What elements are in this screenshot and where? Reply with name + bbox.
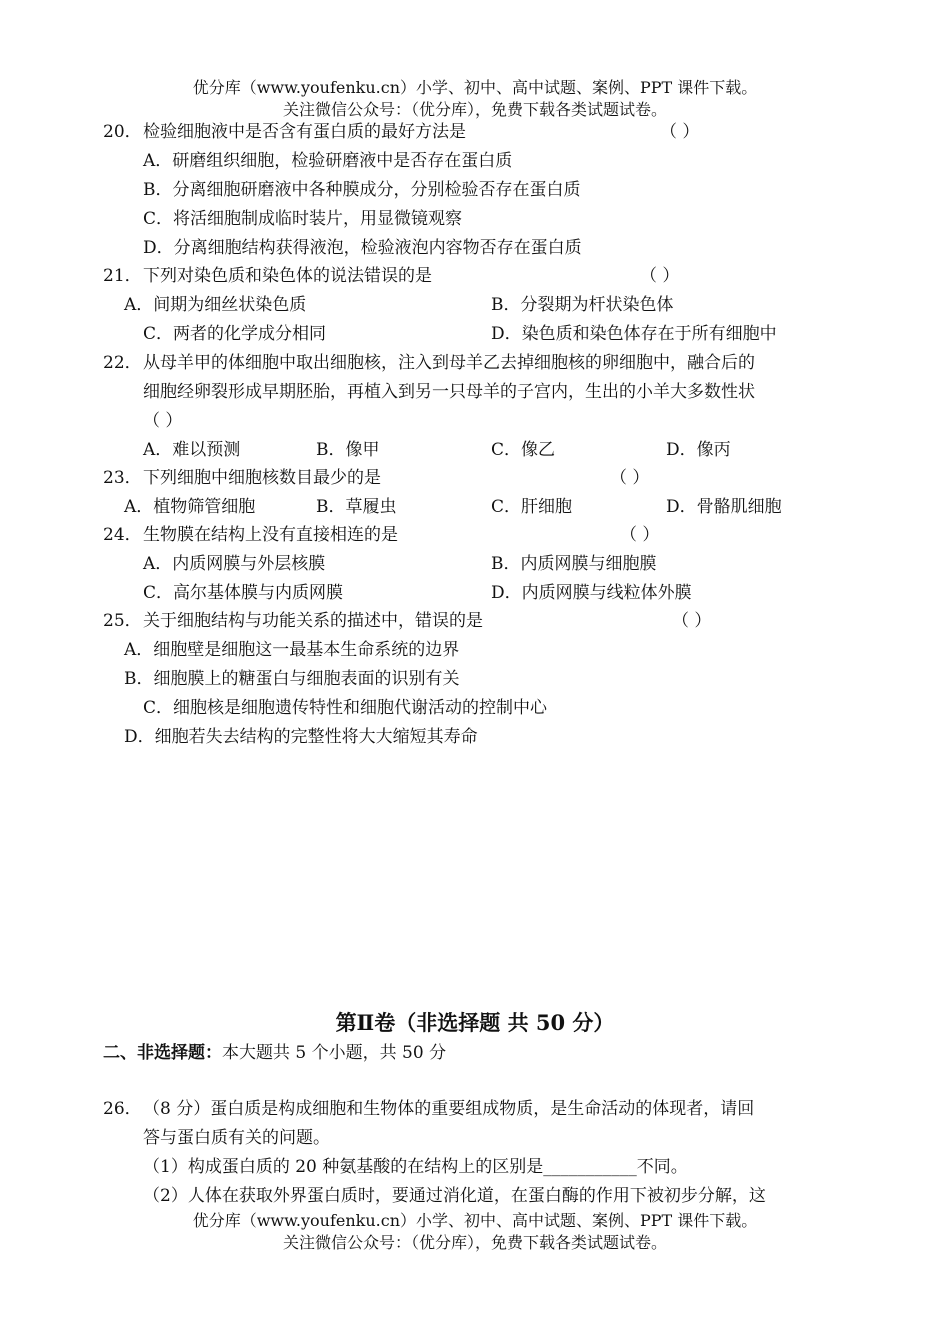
q26-subquestion-2: （2）人体在获取外界蛋白质时，要通过消化道，在蛋白酶的作用下被初步分解，这: [143, 1186, 766, 1206]
q26-subquestion-1: （1）构成蛋白质的 20 种氨基酸的在结构上的区别是___________不同。: [143, 1157, 688, 1177]
q20-option-a: A．研磨组织细胞，检验研磨液中是否存在蛋白质: [143, 151, 513, 171]
section-heading: [103, 1041, 446, 1065]
question-20-stem: [103, 120, 466, 144]
footer-line-2: 关注微信公众号：（优分库），免费下载各类试题试卷。: [282, 1233, 667, 1252]
question-text: 下列对染色质和染色体的说法错误的是: [143, 266, 432, 286]
q24-option-d: D．内质网膜与线粒体外膜: [491, 583, 692, 603]
question-number: 22．: [103, 353, 142, 373]
header-line-1: 优分库（www.youfenku.cn）小学、初中、高中试题、案例、PPT 课件下载。: [192, 78, 758, 97]
q23-option-d: D．骨骼肌细胞: [666, 497, 782, 517]
question-text: 检验细胞液中是否含有蛋白质的最好方法是: [143, 122, 466, 142]
question-26-stem-cont: 答与蛋白质有关的问题。: [143, 1128, 330, 1148]
q21-option-c: C．两者的化学成分相同: [143, 324, 327, 344]
question-number: 26．: [103, 1099, 142, 1119]
q21-option-a: A．间期为细丝状染色质: [124, 295, 307, 315]
answer-bracket: （ ）: [640, 266, 680, 286]
question-number: 24．: [103, 525, 142, 545]
question-text: 关于细胞结构与功能关系的描述中，错误的是: [143, 611, 483, 631]
q24-option-b: B．内质网膜与细胞膜: [491, 554, 657, 574]
q20-option-d: D．分离细胞结构获得液泡，检验液泡内容物否存在蛋白质: [143, 238, 582, 258]
question-24-stem: [103, 523, 398, 547]
q20-option-c: C．将活细胞制成临时装片，用显微镜观察: [143, 209, 463, 229]
q25-option-b: B．细胞膜上的糖蛋白与细胞表面的识别有关: [124, 669, 460, 689]
section-description: 本大题共 5 个小题，共 50 分: [222, 1043, 447, 1063]
q22-option-c: C．像乙: [491, 440, 556, 460]
answer-bracket: （ ）: [610, 468, 650, 488]
q22-option-b: B．像甲: [316, 440, 380, 460]
question-number: 20．: [103, 122, 142, 142]
question-23-stem: [103, 466, 381, 490]
answer-bracket: （ ）: [672, 611, 712, 631]
q21-option-d: D．染色质和染色体存在于所有细胞中: [491, 324, 777, 344]
q23-option-a: A．植物筛管细胞: [124, 497, 256, 517]
question-text: 从母羊甲的体细胞中取出细胞核，注入到母羊乙去掉细胞核的卵细胞中，融合后的: [143, 353, 755, 373]
footer-line-1: 优分库（www.youfenku.cn）小学、初中、高中试题、案例、PPT 课件下载。: [192, 1211, 758, 1230]
q22-option-a: A．难以预测: [143, 440, 241, 460]
q25-option-a: A．细胞壁是细胞这一最基本生命系统的边界: [124, 640, 460, 660]
answer-bracket: （ ）: [143, 411, 183, 431]
q23-option-b: B．草履虫: [316, 497, 397, 517]
answer-bracket: （ ）: [660, 122, 700, 142]
q24-option-a: A．内质网膜与外层核膜: [143, 554, 326, 574]
header-line-2: 关注微信公众号：（优分库），免费下载各类试题试卷。: [282, 100, 667, 119]
question-25-stem: [103, 609, 483, 633]
answer-bracket: （ ）: [620, 525, 660, 545]
question-number: 23．: [103, 468, 142, 488]
q24-option-c: C．高尔基体膜与内质网膜: [143, 583, 344, 603]
q23-option-c: C．肝细胞: [491, 497, 573, 517]
q20-option-b: B．分离细胞研磨液中各种膜成分，分别检验否存在蛋白质: [143, 180, 581, 200]
question-text: （8 分）蛋白质是构成细胞和生物体的重要组成物质，是生命活动的体现者，请回: [143, 1099, 755, 1119]
part-2-title: 第Ⅱ卷（非选择题 共 50 分）: [335, 1010, 615, 1035]
question-text: 生物膜在结构上没有直接相连的是: [143, 525, 398, 545]
q21-option-b: B．分裂期为杆状染色体: [491, 295, 674, 315]
q25-option-c: C．细胞核是细胞遗传特性和细胞代谢活动的控制中心: [143, 698, 548, 718]
question-22-stem-cont: 细胞经卵裂形成早期胚胎，再植入到另一只母羊的子宫内，生出的小羊大多数性状: [143, 382, 755, 402]
q25-option-d: D．细胞若失去结构的完整性将大大缩短其寿命: [124, 727, 478, 747]
question-text: 下列细胞中细胞核数目最少的是: [143, 468, 381, 488]
question-22-stem: [103, 351, 755, 375]
section-label: 二、非选择题：: [103, 1043, 222, 1063]
question-number: 21．: [103, 266, 142, 286]
q22-option-d: D．像丙: [666, 440, 731, 460]
question-26-stem: [103, 1097, 754, 1121]
question-21-stem: [103, 264, 432, 288]
question-number: 25．: [103, 611, 142, 631]
